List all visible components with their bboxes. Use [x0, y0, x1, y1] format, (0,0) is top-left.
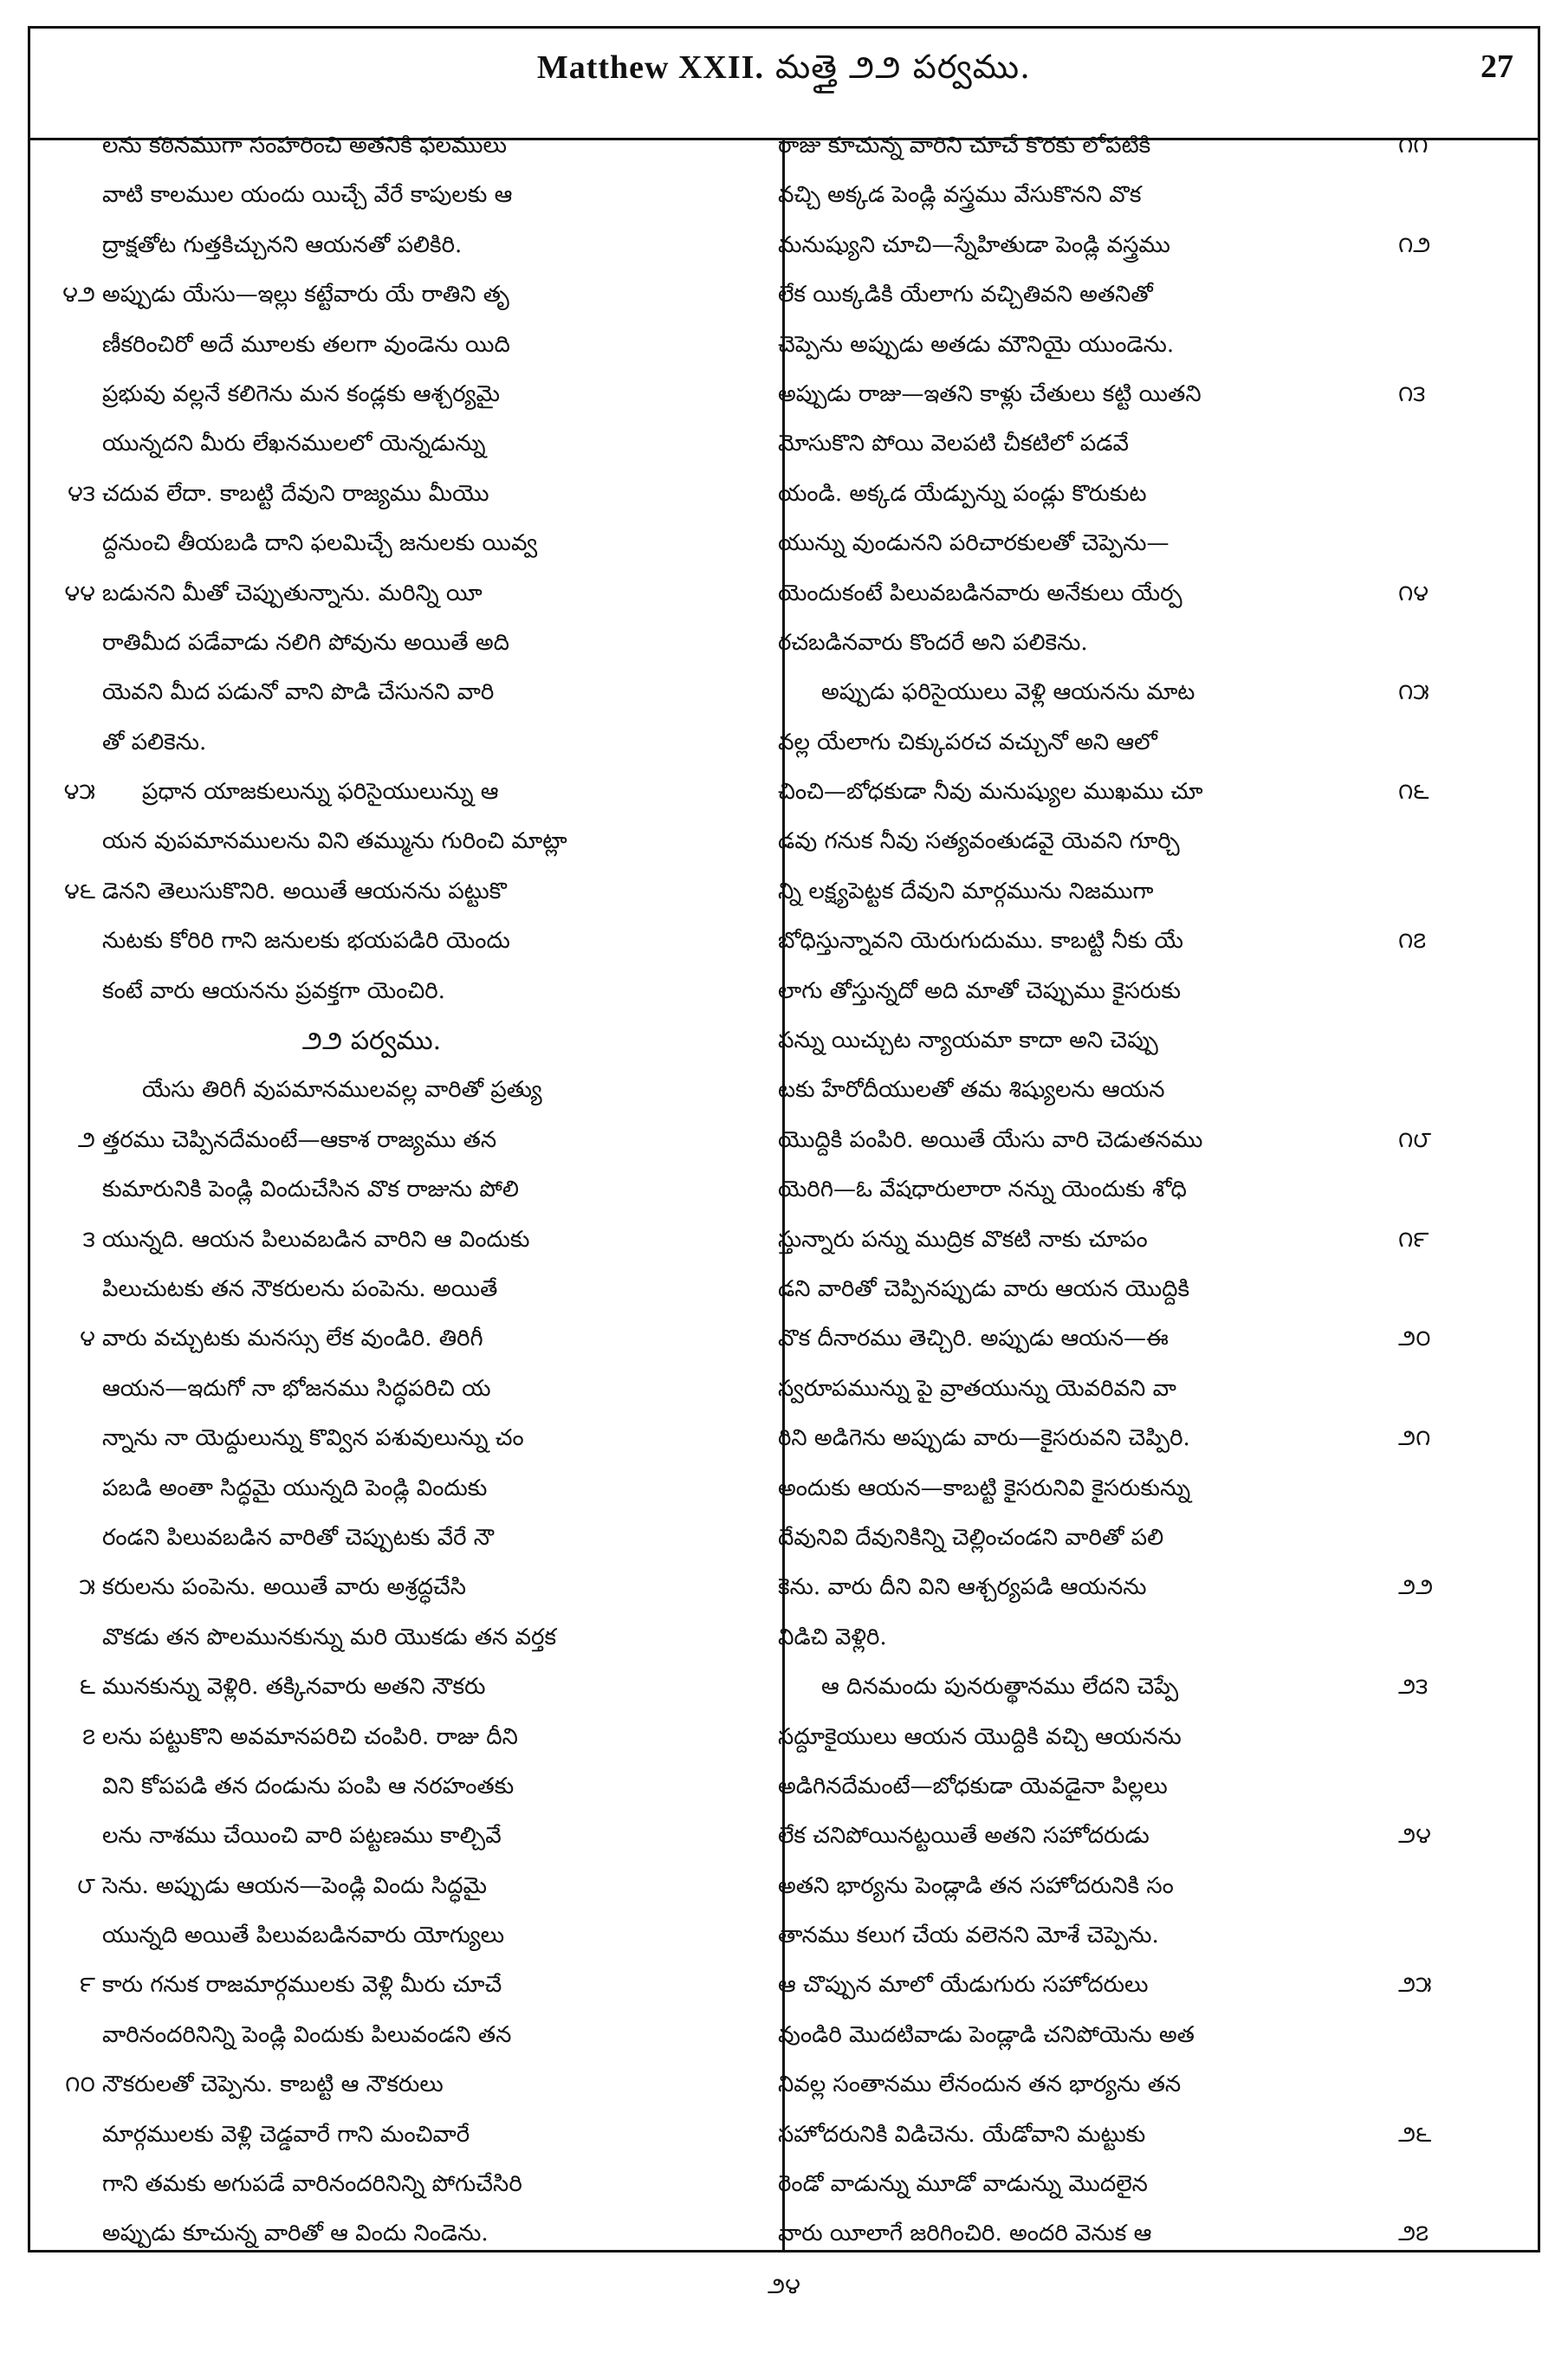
line-text: వల్ల యేలాగు చిక్కుపరచ వచ్చునో అని ఆలో — [778, 729, 1157, 755]
text-line — [12, 668, 731, 717]
line-text: లేక చనిపోయినట్టయితే అతని సహోదరుడు — [778, 1823, 1150, 1850]
footer-signature: ౨౪ — [768, 2273, 800, 2299]
line-text: బడునని మీతో చెప్పుతున్నాను. మరిన్ని యీ — [102, 580, 483, 606]
text-line — [12, 1215, 731, 1265]
page-number: 27 — [1481, 49, 1513, 85]
line-text: ప్రధాన యాజకులున్ను ఫరిసైయులున్ను ఆ — [142, 779, 499, 806]
text-line — [12, 1563, 731, 1612]
line-text: పిలుచుటకు తన నౌకరులను పంపెను. అయితే — [102, 1275, 498, 1302]
text-line — [766, 1812, 1485, 1861]
text-line — [766, 2160, 1485, 2209]
line-text: కుమారునికి పెండ్లి విందుచేసిన వొక రాజును పోలి — [102, 1177, 519, 1203]
line-text: కెను. వారు దీని విని ఆశ్చర్యపడి ఆయనను — [778, 1574, 1147, 1601]
text-line — [766, 1165, 1485, 1215]
line-text: త్తరము చెప్పినదేమంటే—ఆకాశ రాజ్యము తన — [102, 1126, 497, 1153]
text-line — [12, 1911, 731, 1961]
text-line — [12, 1762, 731, 1812]
line-text: ణీకరించిరో అదే మూలకు తలగా వుండెను యిది — [102, 331, 510, 358]
text-line — [12, 619, 731, 668]
line-text: వుండిరి మొదటివాడు పెండ్లాడి చనిపోయెను అత — [778, 2021, 1195, 2048]
line-text: లను పట్టుకొని అవమానపరిచి చంపిరి. రాజు దీని — [102, 1723, 518, 1750]
line-text: తో పలికెను. — [102, 729, 207, 755]
line-text: యెవని మీద పడునో వాని పొడి చేసునని వారి — [102, 679, 495, 706]
verse-number: ౪౩ — [67, 480, 95, 507]
text-line — [12, 370, 731, 419]
text-line — [12, 1464, 731, 1514]
line-text: డెనని తెలుసుకొనిరి. అయితే ఆయనను పట్టుకొ — [102, 878, 507, 904]
text-line — [12, 2060, 731, 2110]
text-line — [766, 768, 1485, 817]
line-text: చెప్పెను అప్పుడు అతడు మౌనియై యుండెను. — [778, 331, 1175, 358]
line-text: కారు గనుక రాజమార్గములకు వెళ్లి మీరు చూచే — [102, 1972, 502, 1999]
text-line — [12, 2011, 731, 2060]
text-line — [12, 718, 731, 768]
line-text: సెను. అప్పుడు ఆయన—పెండ్లి విందు సిద్ధమై — [102, 1872, 487, 1899]
line-text: ౨౨ పర్వము. — [301, 1026, 442, 1057]
line-text: కంటే వారు ఆయనను ప్రవక్తగా యెంచిరి. — [102, 977, 445, 1004]
text-line — [12, 419, 731, 469]
verse-number: ౪౪ — [64, 580, 95, 606]
verse-number: ౨ — [77, 1126, 95, 1153]
line-text: అప్పుడు యేసు—ఇల్లు కట్టేవారు యే రాతిని తృ — [102, 282, 509, 308]
verse-number: ౧౦ — [65, 2071, 95, 2098]
line-text: వారినందరినిన్ని పెండ్లి విందుకు పిలువండని తన — [102, 2021, 512, 2048]
line-text: అప్పుడు రాజు—ఇతని కాళ్లు చేతులు కట్టి యితని — [778, 380, 1202, 407]
verse-number: ౨౩ — [1398, 1674, 1429, 1701]
text-line — [766, 419, 1485, 469]
line-text: యన వుపమానములను విని తమ్మును గురించి మాట్లా — [102, 828, 567, 855]
text-line — [766, 1314, 1485, 1364]
text-line — [766, 121, 1485, 171]
text-line — [12, 1961, 731, 2010]
text-line — [766, 171, 1485, 220]
text-line — [12, 270, 731, 320]
text-line — [12, 917, 731, 966]
line-text: లాగు తోస్తున్నదో అది మాతో చెప్పుము కైసరుకు — [778, 977, 1181, 1004]
text-line — [766, 321, 1485, 370]
text-line — [766, 1563, 1485, 1612]
line-text: నౌకరులతో చెప్పెను. కాబట్టి ఆ నౌకరులు — [102, 2071, 444, 2098]
text-line — [766, 270, 1485, 320]
line-text: బోధిస్తున్నావని యెరుగుదుము. కాబట్టి నీకు యే — [778, 928, 1183, 955]
text-line — [766, 1862, 1485, 1911]
text-line — [766, 1911, 1485, 1961]
text-line — [766, 1414, 1485, 1463]
verse-number: ౪ — [80, 1326, 95, 1352]
text-line — [12, 1314, 731, 1364]
line-text: డని వారితో చెప్పినప్పుడు వారు ఆయన యొద్దికి — [778, 1275, 1190, 1302]
line-text: యొద్దికి పంపిరి. అయితే యేసు వారి చెడుతనము — [778, 1126, 1203, 1153]
line-text: లేక యిక్కడికి యేలాగు వచ్చితివని అతనితో — [778, 282, 1153, 308]
verse-number: ౨౧ — [1398, 1425, 1431, 1452]
line-text: చదువ లేదా. కాబట్టి దేవుని రాజ్యము మీయొ — [102, 480, 489, 507]
text-line — [12, 1713, 731, 1762]
text-line — [766, 1663, 1485, 1712]
text-line — [766, 668, 1485, 717]
text-line — [12, 1613, 731, 1663]
page-title — [30, 48, 1538, 94]
line-text: రాజు కూచున్న వారిని చూచే కొరకు లోపటికి — [778, 133, 1151, 159]
line-text: అడిగినదేమంటే—బోధకుడా యెవడైనా పిల్లలు — [778, 1773, 1168, 1799]
verse-number: ౪౨ — [62, 282, 95, 308]
line-text: డవు గనుక నీవు సత్యవంతుడవై యెవని గూర్చి — [778, 828, 1180, 855]
verse-number: ౧౨ — [1398, 231, 1431, 258]
line-text: వొక దీనారము తెచ్చిరి. అప్పుడు ఆయన—ఈ — [778, 1326, 1169, 1352]
text-line — [766, 2209, 1485, 2259]
verse-number: ౪౫ — [63, 779, 95, 806]
line-text: రచబడినవారు కొందరే అని పలికెను. — [778, 629, 1088, 656]
text-line — [12, 1414, 731, 1463]
text-line — [766, 867, 1485, 917]
line-text: యెందుకంటే పిలువబడినవారు అనేకులు యేర్ప — [778, 580, 1182, 606]
text-line — [766, 1215, 1485, 1265]
text-line — [766, 470, 1485, 519]
text-line — [12, 1265, 731, 1314]
verse-number: ౧౧ — [1398, 133, 1429, 159]
line-text: ఆ దినమందు పునరుత్థానము లేదని చెప్పే — [821, 1674, 1179, 1701]
text-line — [766, 619, 1485, 668]
line-text: అతని భార్యను పెండ్లాడి తన సహోదరునికి సం — [778, 1872, 1174, 1899]
verse-number: ౫ — [79, 1574, 95, 1601]
text-line — [12, 768, 731, 817]
line-text: న్ని లక్ష్యపెట్టక దేవుని మార్గమును నిజముగా — [778, 878, 1154, 904]
line-text: పబడి అంతా సిద్ధమై యున్నది పెండ్లి విందుకు — [102, 1475, 488, 1501]
text-line — [766, 817, 1485, 866]
text-line — [766, 221, 1485, 270]
chapter-heading — [12, 1016, 731, 1066]
verse-number: ౨౦ — [1398, 1326, 1431, 1352]
line-text: వొకడు తన పొలమునకున్ను మరి యొకడు తన వర్తక — [102, 1624, 557, 1650]
text-line — [12, 519, 731, 568]
line-text: లను కఠినముగా సంహరించి అతనికి ఫలములు — [102, 133, 507, 159]
text-line — [12, 1365, 731, 1414]
text-line — [766, 1016, 1485, 1066]
line-text: స్తున్నారు పన్ను ముద్రిక వొకటి నాకు చూపం — [778, 1226, 1148, 1253]
line-text: రండని పిలువబడిన వారితో చెప్పుటకు వేరే నౌ — [102, 1524, 495, 1551]
text-line — [12, 2209, 731, 2259]
line-text: అందుకు ఆయన—కాబట్టి కైసరునివి కైసరుకున్ను — [778, 1475, 1191, 1501]
text-line — [766, 718, 1485, 768]
text-line — [12, 171, 731, 220]
text-line — [12, 1165, 731, 1215]
verse-number: ౭ — [82, 1723, 95, 1750]
line-text: నివల్ల సంతానము లేనందున తన భార్యను తన — [778, 2071, 1182, 2098]
text-line — [766, 569, 1485, 619]
text-line — [766, 370, 1485, 419]
text-line — [12, 1514, 731, 1563]
line-text: రెండో వాడున్ను మూడో వాడున్ను మొదలైన — [778, 2171, 1148, 2198]
line-text: మనుష్యుని చూచి—స్నేహితుడా పెండ్లి వస్త్రము — [778, 231, 1170, 258]
line-text: న్నాను నా యెద్దులున్ను కొవ్విన పశువులున్ను చం — [102, 1425, 524, 1452]
line-text: ఆ చొప్పున మాలో యేడుగురు సహోదరులు — [778, 1972, 1149, 1999]
line-text: యెరిగి—ఓ వేషధారులారా నన్ను యెందుకు శోధి — [778, 1177, 1187, 1203]
verse-number: ౧౪ — [1398, 580, 1429, 606]
text-line — [766, 2060, 1485, 2110]
line-text: రాతిమీద పడేవాడు నలిగి పోవును అయితే అది — [102, 629, 510, 656]
text-line — [766, 1066, 1485, 1115]
verse-number: ౬ — [79, 1674, 95, 1701]
verse-number: ౪౬ — [64, 878, 95, 904]
line-text: తానము కలుగ చేయ వలెనని మోశే చెప్పెను. — [778, 1922, 1159, 1949]
text-line — [766, 917, 1485, 966]
line-text: గాని తమకు అగుపడే వారినందరినిన్ని పోగుచేసిరి — [102, 2171, 522, 2198]
line-text: స్వరూపమున్ను పై వ్రాతయున్ను యెవరివని వా — [778, 1375, 1176, 1402]
line-text: అప్పుడు ఫరిసైయులు వెళ్లి ఆయనను మాట — [821, 679, 1195, 706]
line-text: ఆయన—ఇదుగో నా భోజనము సిద్ధపరిచి య — [102, 1375, 491, 1402]
line-text: అప్పుడు కూచున్న వారితో ఆ విందు నిండెను. — [102, 2220, 489, 2247]
verse-number: ౧౭ — [1398, 928, 1427, 955]
line-text: నుటకు కోరిరి గాని జనులకు భయపడిరి యెందు — [102, 928, 510, 955]
line-text: దేవునివి దేవునికిన్ని చెల్లించండని వారితో పలి — [778, 1524, 1164, 1551]
verse-number: ౨౨ — [1398, 1574, 1434, 1601]
line-text: లను నాశము చేయించి వారి పట్టణము కాల్చివే — [102, 1823, 502, 1850]
title-latin: Matthew XXII. — [536, 49, 764, 86]
line-text: పన్ను యిచ్చుట న్యాయమా కాదా అని చెప్పు — [778, 1027, 1158, 1054]
right-column — [766, 121, 1485, 2259]
text-line — [766, 1713, 1485, 1762]
text-line — [766, 1464, 1485, 1514]
text-line — [12, 817, 731, 866]
line-text: టకు హేరోదీయులతో తమ శిష్యులను ఆయన — [778, 1077, 1165, 1104]
line-text: విని కోపపడి తన దండును పంపి ఆ నరహంతకు — [102, 1773, 515, 1799]
text-line — [766, 519, 1485, 568]
text-line — [766, 1961, 1485, 2010]
text-line — [766, 1514, 1485, 1563]
text-line — [12, 321, 731, 370]
verse-number: ౧౫ — [1398, 679, 1429, 706]
verse-number: ౩ — [82, 1226, 95, 1253]
text-line — [766, 1365, 1485, 1414]
text-line — [12, 121, 731, 171]
text-line — [766, 1613, 1485, 1663]
line-text: సద్దూకైయులు ఆయన యొద్దికి వచ్చి ఆయనను — [778, 1723, 1182, 1750]
line-text: వారు వచ్చుటకు మనస్సు లేక వుండిరి. తిరిగీ — [102, 1326, 483, 1352]
text-line — [766, 967, 1485, 1016]
line-text: యండి. అక్కడ యేడ్పున్ను పండ్లు కొరుకుట — [778, 480, 1147, 507]
verse-number: ౨౭ — [1398, 2220, 1429, 2247]
line-text: యున్నదని మీరు లేఖనములలో యెన్నడున్ను — [102, 431, 486, 457]
line-text: సహోదరునికి విడిచెను. యేడోవాని మట్టుకు — [778, 2121, 1146, 2148]
line-text: కరులను పంపెను. అయితే వారు అశ్రద్ధచేసి — [102, 1574, 466, 1601]
line-text: యున్నది అయితే పిలువబడినవారు యోగ్యులు — [102, 1922, 505, 1949]
title-telugu: మత్తై ౨౨ పర్వము. — [775, 48, 1032, 86]
text-line — [766, 1116, 1485, 1165]
text-line — [12, 221, 731, 270]
left-column — [12, 121, 731, 2259]
text-line — [12, 569, 731, 619]
line-text: చించి—బోధకుడా నీవు మనుష్యుల ముఖము చూ — [778, 779, 1203, 806]
text-line — [12, 2160, 731, 2209]
text-line — [12, 1116, 731, 1165]
verse-number: ౧౯ — [1398, 1226, 1429, 1253]
verse-number: ౨౪ — [1398, 1823, 1431, 1850]
verse-number: ౧౮ — [1398, 1126, 1432, 1153]
line-text: వచ్చి అక్కడ పెండ్లి వస్త్రము వేసుకొనని వొక — [778, 182, 1142, 209]
line-text: ద్రాక్షతోట గుత్తకిచ్చునని ఆయనతో పలికిరి. — [102, 231, 463, 258]
line-text: వారు యీలాగే జరిగించిరి. అందరి వెనుక ఆ — [778, 2220, 1152, 2247]
verse-number: ౯ — [79, 1972, 95, 1999]
verse-number: ౨౫ — [1398, 1972, 1432, 1999]
verse-number: ౧౬ — [1398, 779, 1429, 806]
text-line — [12, 1663, 731, 1712]
verse-number: ౨౬ — [1398, 2121, 1432, 2148]
line-text: విడిచి వెళ్లిరి. — [778, 1624, 887, 1650]
text-line — [12, 967, 731, 1016]
text-line — [766, 2011, 1485, 2060]
line-text: మునకున్ను వెళ్లిరి. తక్కినవారు అతని నౌకరు — [102, 1674, 486, 1701]
text-line — [766, 1762, 1485, 1812]
line-text: రిని అడిగెను అప్పుడు వారు—కైసరువని చెప్పిరి. — [778, 1425, 1190, 1452]
text-line — [12, 1066, 731, 1115]
text-line — [12, 2110, 731, 2160]
line-text: యేసు తిరిగీ వుపమానములవల్ల వారితో ప్రత్యు — [142, 1077, 542, 1104]
line-text: యున్ను వుండునని పరిచారకులతో చెప్పెను— — [778, 530, 1170, 557]
line-text: ప్రభువు వల్లనే కలిగెను మన కండ్లకు ఆశ్చర్యమై — [102, 380, 500, 407]
verse-number: ౧౩ — [1398, 380, 1426, 407]
line-text: మోసుకొని పోయి వెలపటి చీకటిలో పడవే — [778, 431, 1129, 457]
line-text: ద్దనుంచి తీయబడి దాని ఫలమిచ్చే జనులకు యివ్వ — [102, 530, 538, 557]
line-text: వాటి కాలముల యందు యిచ్చే వేరే కాపులకు ఆ — [102, 182, 513, 209]
text-line — [766, 1265, 1485, 1314]
verse-number: ౮ — [77, 1872, 95, 1899]
text-line — [766, 2110, 1485, 2160]
line-text: మార్గములకు వెళ్లి చెడ్డవారే గాని మంచివారే — [102, 2121, 470, 2148]
text-line — [12, 1812, 731, 1861]
text-line — [12, 867, 731, 917]
text-line — [12, 470, 731, 519]
text-line — [12, 1862, 731, 1911]
line-text: యున్నది. ఆయన పిలువబడిన వారిని ఆ విందుకు — [102, 1226, 530, 1253]
